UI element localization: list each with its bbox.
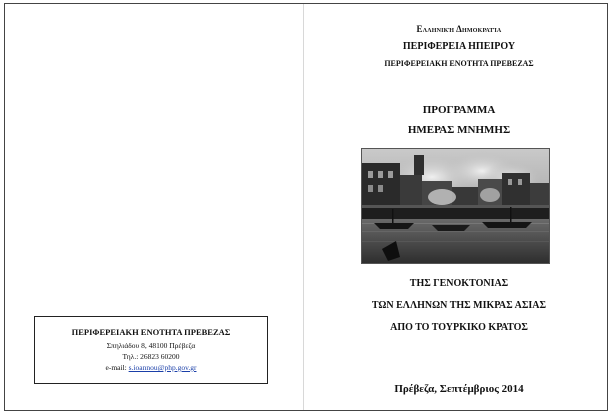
email-label: e-mail: bbox=[105, 363, 127, 372]
contact-phone: Τηλ.: 26823 60200 bbox=[122, 352, 180, 361]
place-date: Πρέβεζα, Σεπτέμβριος 2014 bbox=[394, 383, 524, 395]
program-title: ΠΡΟΓΡΑΜΜΑ bbox=[422, 104, 496, 116]
unit-heading: ΠΕΡΙΦΕΡΕΙΑΚΗ ΕΝΟΤΗΤΑ ΠΡΕΒΕΖΑΣ bbox=[384, 59, 534, 68]
email-link[interactable]: s.ioannou@php.gov.gr bbox=[128, 363, 197, 372]
turkish-state-subtitle: ΑΠΟ ΤΟ ΤΟΥΡΚΙΚΟ ΚΡΑΤΟΣ bbox=[390, 322, 528, 333]
region-heading: ΠΕΡΙΦΕΡΕΙΑ ΗΠΕΙΡΟΥ bbox=[402, 41, 516, 52]
historic-photo bbox=[361, 148, 550, 264]
contact-name: ΠΕΡΙΦΕΡΕΙΑΚΗ ΕΝΟΤΗΤΑ ΠΡΕΒΕΖΑΣ bbox=[71, 327, 231, 337]
memorial-day-title: ΗΜΕΡΑΣ ΜΝΗΜΗΣ bbox=[407, 124, 511, 136]
contact-email-line bbox=[35, 363, 267, 372]
contact-address: Σπηλιάδου 8, 48100 Πρέβεζα bbox=[106, 341, 196, 350]
genocide-subtitle: ΤΗΣ ΓΕΝΟΚΤΟΝΙΑΣ bbox=[409, 278, 509, 289]
contact-box bbox=[34, 316, 268, 384]
asia-minor-subtitle: ΤΩΝ ΕΛΛΗΝΩΝ ΤΗΣ ΜΙΚΡΑΣ ΑΣΙΑΣ bbox=[371, 300, 547, 311]
republic-heading: Ελληνική Δημοκρατία bbox=[416, 24, 502, 34]
fold-line bbox=[303, 4, 304, 410]
